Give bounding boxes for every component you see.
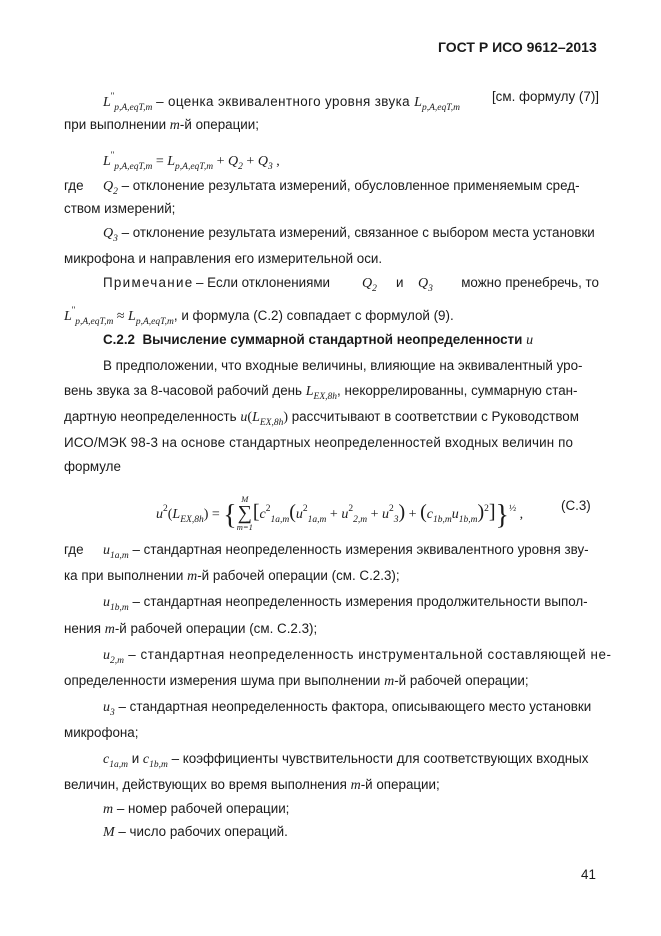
section-heading: С.2.2 Вычисление суммарной стандартной неопределенности u xyxy=(103,332,534,348)
def-c-line-2: величин, действующих во время выполнения m-й операции; xyxy=(64,777,440,793)
section-number: С.2.2 xyxy=(103,332,136,347)
sum-operator: M ∑ m=1 xyxy=(236,494,253,532)
where-label: где xyxy=(64,178,84,193)
symbol-subscript: p,A,eqT,m xyxy=(421,103,461,113)
def-u1b-line-1: $u_{1b,m}$ – стандартная неопределенность измерения продолжительности выпол- xyxy=(103,594,588,613)
symbol-m: m xyxy=(169,118,180,133)
paragraph-line-3: дартную неопределенность $u(L_{EX,8h})$ рассчитывают в соответствии с Руководством xyxy=(64,409,579,428)
paragraph-line-5: формуле xyxy=(64,459,121,474)
def-u2-line-2: определенности измерения шума при выполнении m-й рабочей операции; xyxy=(64,673,529,689)
def-u3-line-2: микрофона; xyxy=(64,725,139,740)
def-u2-line-1: $u_{2,m}$ – стандартная неопределенность инструментальной составляющей не- xyxy=(103,647,612,666)
def-L-text: – оценка эквивалентного уровня звука xyxy=(156,94,415,109)
note-line-1: Примечание – Если отклонениями $Q_2$ и $Q_3$ можно пренебречь, то xyxy=(103,275,599,294)
def-c-line-1: $c_{1a,m}$ и $c_{1b,m}$ – коэффициенты чувствительности для соответствующих входных xyxy=(103,751,589,770)
symbol-L: L xyxy=(103,95,111,110)
def-Q2-line-1: где $Q_2$ – отклонение результата измерений, обусловленное применяемым сред- xyxy=(64,178,580,197)
def-Q2-line-2: ством измерений; xyxy=(64,201,176,216)
page-header-title: ГОСТ Р ИСО 9612–2013 xyxy=(438,39,597,55)
symbol-L: L xyxy=(414,95,422,110)
paragraph-line-4: ИСО/МЭК 98-3 на основе стандартных неопределенностей входных величин по xyxy=(64,435,574,450)
def-Q3-line-1: $Q_3$ – отклонение результата измерений, связанное с выбором места установки xyxy=(103,225,595,244)
note-line-2: $L''_{p,A,eqT,m} \approx L_{p,A,eqT,m}$, и формула (С.2) совпадает с формулой (9). xyxy=(64,306,454,327)
formula-C2-variant: $L''_{p,A,eqT,m} = L_{p,A,eqT,m} + Q_2 + Q_3$ , xyxy=(103,151,280,172)
section-title: Вычисление суммарной стандартной неопределенности xyxy=(142,332,527,347)
formula-reference: [см. формулу (7)] xyxy=(491,89,599,104)
def-L-line-1 xyxy=(103,88,599,117)
def-u3-line-1: $u_3$ – стандартная неопределенность фактора, описывающего место установки xyxy=(103,699,592,718)
def-Q3-line-2: микрофона и направления его измерительной оси. xyxy=(64,251,383,266)
def-u1a-line-2: ка при выполнении m-й рабочей операции (см. С.2.3); xyxy=(64,568,400,584)
def-L-line-2: при выполнении m-й операции; xyxy=(64,117,259,133)
def-m: m – номер рабочей операции; xyxy=(103,801,290,817)
formula-C3: $u^2(L_{EX,8h})$ = { M ∑ m=1 $[c^2_{1a,m}(u^2_{1a,m} + u^2_{2,m} + u^2_3) + (c_{1b,m}u_{1b,m})^2]\}^{\frac{1}{2}}$ , xyxy=(156,494,524,532)
def-M: M – число рабочих операций. xyxy=(103,824,288,840)
def-u1a-line-1: где $u_{1a,m}$ – стандартная неопределенность измерения эквивалентного уровня зву- xyxy=(64,542,589,561)
page-number: 41 xyxy=(581,867,596,882)
symbol-subscript: p,A,eqT,m xyxy=(114,103,153,113)
equation-number: (С.3) xyxy=(561,498,591,513)
paragraph-line-1: В предположении, что входные величины, влияющие на эквивалентный уро- xyxy=(103,358,583,373)
paragraph-line-2: вень звука за 8-часовой рабочий день $L_{EX,8h}$, некоррелированны, суммарную стан- xyxy=(64,383,578,402)
def-u1b-line-2: нения m-й рабочей операции (см. С.2.3); xyxy=(64,621,318,637)
symbol-prime: '' xyxy=(110,92,115,102)
note-label: Примечание xyxy=(103,275,194,290)
